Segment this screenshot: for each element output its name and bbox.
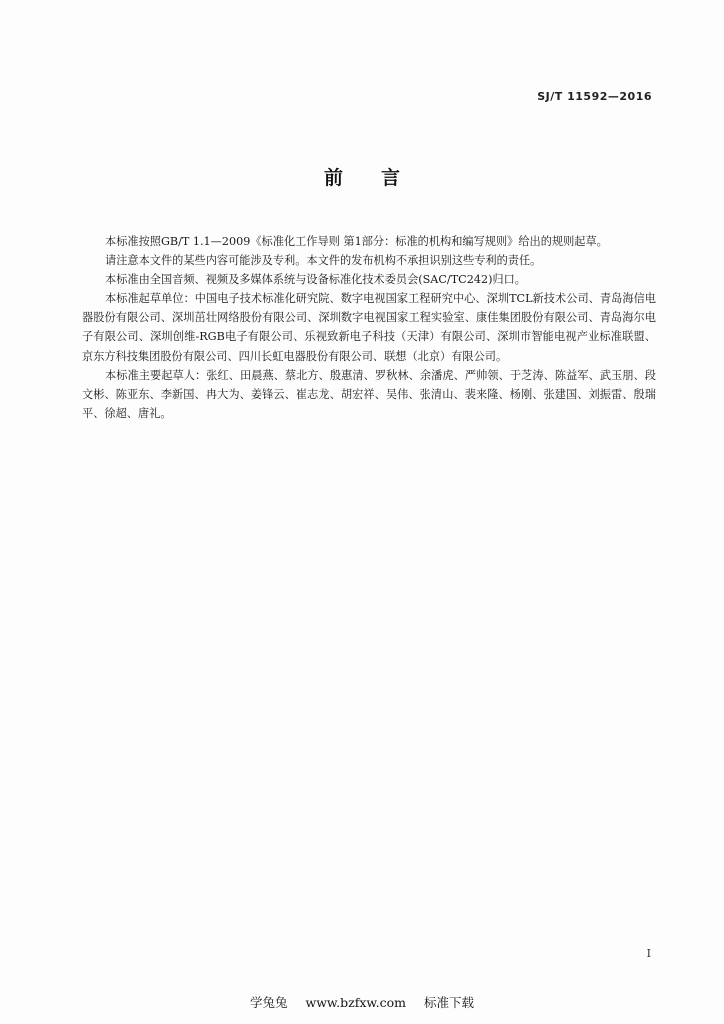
paragraph-drafting-rules: 本标准按照GB/T 1.1—2009《标准化工作导则 第1部分：标准的机构和编写规则》给出的规则起草。 [105, 235, 608, 248]
footer-url[interactable]: www.bzfxw.com [305, 995, 406, 1010]
paragraph-drafting-units: 本标准起草单位：中国电子技术标准化研究院、数字电视国家工程研究中心、深圳TCL新技术公司、青岛海信电器股份有限公司、深圳茁壮网络股份有限公司、深圳数字电视国家工程实验室、康佳集团股份有限公司、青岛海尔电子有限公司、深圳创维-RGB电子有限公司、乐视致新电子科技（天津）有限公司、深圳市智能电视产业标准联盟、京东方科技集团股份有限公司、四川长虹电器股份有限公司、联想（北京）有限公司。 [82, 292, 656, 363]
paragraph-drafters: 本标准主要起草人：张红、田晨燕、蔡北方、殷惠清、罗秋林、余潘虎、严帅领、于芝涛、陈益军、武玉朋、段文彬、陈亚东、李新国、冉大为、姜锋云、崔志龙、胡宏祥、吴伟、张清山、裴来隆、杨刚、张建国、刘振雷、殷瑞平、徐超、唐礼。 [82, 368, 656, 420]
footer-tagline: 标准下载 [423, 995, 474, 1010]
footer-watermark [0, 993, 724, 1011]
footer-site-name: 学兔兔 [250, 995, 288, 1010]
paragraph-patent-notice: 请注意本文件的某些内容可能涉及专利。本文件的发布机构不承担识别这些专利的责任。 [105, 254, 542, 268]
page-title: 前言 [323, 167, 438, 189]
standard-number: SJ/T 11592—2016 [537, 90, 652, 103]
page-number: I [646, 947, 651, 960]
preface-body [82, 232, 656, 423]
paragraph-committee: 本标准由全国音频、视频及多媒体系统与设备标准化技术委员会(SAC/TC242)归口。 [105, 273, 526, 287]
